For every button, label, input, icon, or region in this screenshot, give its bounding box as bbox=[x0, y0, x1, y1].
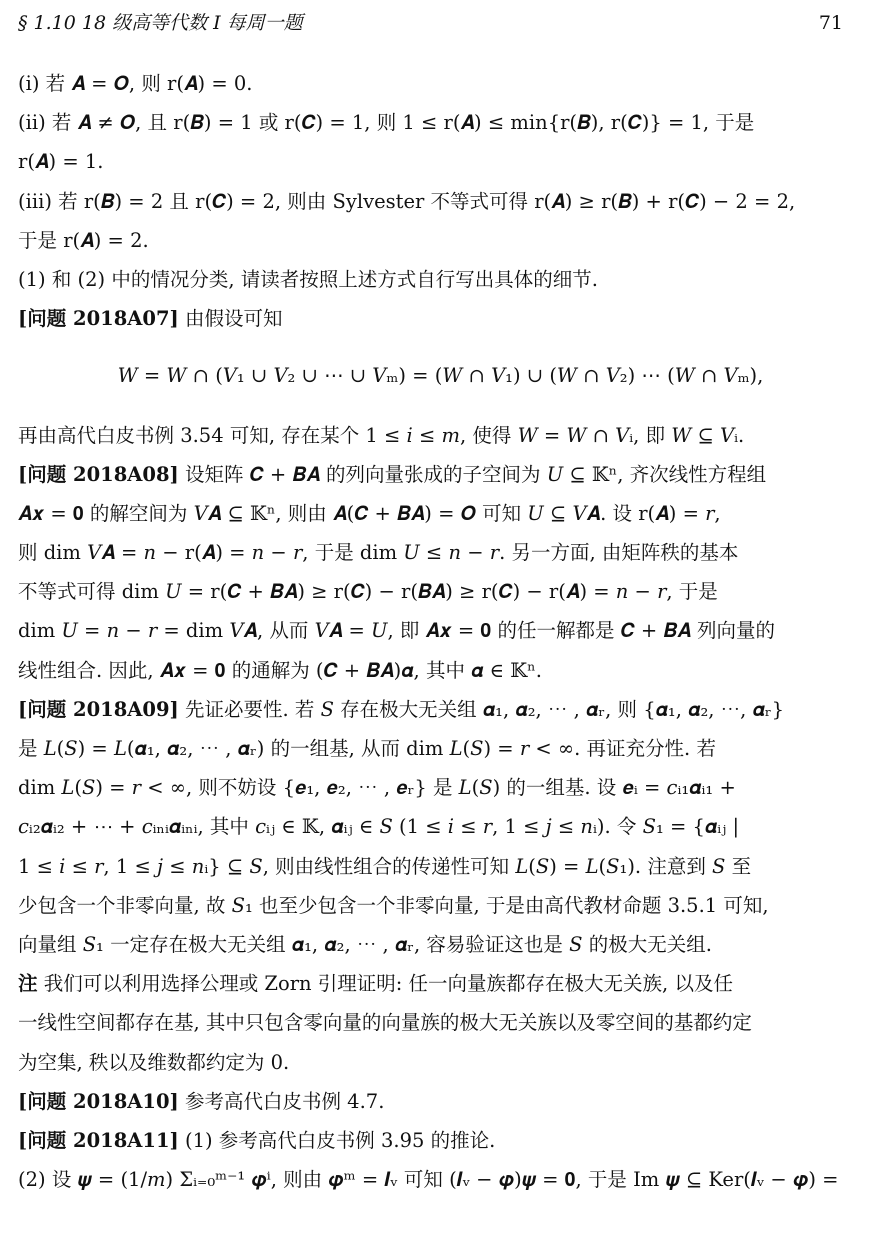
line-text: 是 𝐿(𝑆) = 𝐿(𝜶₁, 𝜶₂, ⋯ , 𝜶ᵣ) 的一组基, 从而 dim 𝐿(𝑆) = 𝑟 < ∞. 再证充分性. 若 bbox=[18, 737, 716, 760]
text-line bbox=[18, 1121, 843, 1160]
text-line bbox=[18, 221, 843, 260]
line-text: (i) 若 𝑨 = 𝑶, 则 r(𝑨) = 0. bbox=[18, 72, 253, 95]
line-text: 先证必要性. 若 𝑆 存在极大无关组 𝜶₁, 𝜶₂, ⋯ , 𝜶ᵣ, 则 {𝜶₁, 𝜶₂, ⋯, 𝜶ᵣ} bbox=[178, 697, 785, 721]
display-equation bbox=[18, 356, 843, 395]
equation-text: 𝑊 = 𝑊 ∩ (𝑉₁ ∪ 𝑉₂ ∪ ⋯ ∪ 𝑉ₘ) = (𝑊 ∩ 𝑉₁) ∪ (𝑊 ∩ 𝑉₂) ⋯ (𝑊 ∩ 𝑉ₘ), bbox=[117, 364, 764, 388]
line-text: 少包含一个非零向量, 故 𝑆₁ 也至少包含一个非零向量, 于是由高代教材命题 3.5.1 可知, bbox=[18, 893, 769, 917]
line-text: 1 ≤ 𝑖 ≤ 𝑟, 1 ≤ 𝑗 ≤ 𝑛ᵢ} ⊆ 𝑆, 则由线性组合的传递性可知 𝐿(𝑆) = 𝐿(𝑆₁). 注意到 𝑆 至 bbox=[18, 854, 752, 878]
problem-label: [问题 2018A07] bbox=[18, 307, 179, 331]
text-line bbox=[18, 964, 843, 1003]
line-text: (1) 和 (2) 中的情况分类, 请读者按照上述方式自行写出具体的细节. bbox=[18, 267, 598, 291]
text-line bbox=[18, 847, 843, 886]
problem-label: [问题 2018A09] bbox=[18, 697, 179, 721]
text-line bbox=[18, 299, 843, 338]
line-text: (1) 参考高代白皮书例 3.95 的推论. bbox=[178, 1128, 496, 1152]
line-text: 向量组 𝑆₁ 一定存在极大无关组 𝜶₁, 𝜶₂, ⋯ , 𝜶ᵣ, 容易验证这也是 𝑆 的极大无关组. bbox=[18, 932, 712, 956]
line-text: r(𝑨) = 1. bbox=[18, 150, 104, 174]
text-line bbox=[18, 103, 843, 142]
line-text: 参考高代白皮书例 4.7. bbox=[178, 1089, 385, 1113]
text-line bbox=[18, 729, 843, 768]
line-text: 不等式可得 dim 𝑈 = r(𝑪 + 𝑩𝑨) ≥ r(𝑪) − r(𝑩𝑨) ≥ r(𝑪) − r(𝑨) = 𝑛 − 𝑟, 于是 bbox=[18, 580, 718, 604]
line-text: (iii) 若 r(𝑩) = 2 且 r(𝑪) = 2, 则由 Sylvester 不等式可得 r(𝑨) ≥ r(𝑩) + r(𝑪) − 2 = 2, bbox=[18, 189, 796, 213]
line-text: 一线性空间都存在基, 其中只包含零向量的向量族的极大无关族以及零空间的基都约定 bbox=[18, 1011, 752, 1035]
text-line bbox=[18, 768, 843, 807]
text-line bbox=[18, 260, 843, 299]
text-line bbox=[18, 925, 843, 964]
section-title: § 1.10 18 级高等代数 I 每周一题 bbox=[18, 12, 303, 34]
problem-label: [问题 2018A10] bbox=[18, 1089, 179, 1113]
line-text: 设矩阵 𝑪 + 𝑩𝑨 的列向量张成的子空间为 𝑈 ⊆ 𝕂ⁿ, 齐次线性方程组 bbox=[178, 462, 767, 486]
page-number: 71 bbox=[818, 12, 843, 34]
text-line bbox=[18, 416, 843, 455]
text-line bbox=[18, 572, 843, 611]
text-line bbox=[18, 533, 843, 572]
problem-label: [问题 2018A08] bbox=[18, 462, 179, 486]
text-line bbox=[18, 64, 843, 103]
text-line bbox=[18, 494, 843, 533]
line-text: (2) 设 𝝍 = (1/𝑚) Σᵢ₌₀ᵐ⁻¹ 𝝋ⁱ, 则由 𝝋ᵐ = 𝑰ᵥ 可知 (𝑰ᵥ − 𝝋)𝝍 = 𝟎, 于是 Im 𝝍 ⊆ Ker(𝑰ᵥ − 𝝋) = bbox=[18, 1168, 839, 1192]
text-line bbox=[18, 182, 843, 221]
line-text: 我们可以利用选择公理或 Zorn 引理证明: 任一向量族都存在极大无关族, 以及任 bbox=[37, 972, 733, 996]
problem-label: [问题 2018A11] bbox=[18, 1128, 179, 1152]
note-label: 注 bbox=[18, 972, 38, 996]
text-line bbox=[18, 611, 843, 650]
text-line bbox=[18, 455, 843, 494]
line-text: 𝑨𝒙 = 𝟎 的解空间为 𝑉𝑨 ⊆ 𝕂ⁿ, 则由 𝑨(𝑪 + 𝑩𝑨) = 𝑶 可知 𝑈 ⊆ 𝑉𝑨. 设 r(𝑨) = 𝑟, bbox=[18, 501, 721, 525]
line-text: 为空集, 秩以及维数都约定为 0. bbox=[18, 1050, 290, 1074]
document-body bbox=[18, 64, 843, 1199]
line-text: dim 𝐿(𝑆) = 𝑟 < ∞, 则不妨设 {𝒆₁, 𝒆₂, ⋯ , 𝒆ᵣ} 是 𝐿(𝑆) 的一组基. 设 𝒆ᵢ = 𝑐ᵢ₁𝜶ᵢ₁ + bbox=[18, 776, 736, 800]
text-line bbox=[18, 807, 843, 846]
text-line bbox=[18, 1160, 843, 1199]
text-line bbox=[18, 651, 843, 690]
line-text: 𝑐ᵢ₂𝜶ᵢ₂ + ⋯ + 𝑐ᵢₙᵢ𝜶ᵢₙᵢ, 其中 𝑐ᵢⱼ ∈ 𝕂, 𝜶ᵢⱼ ∈ 𝑆 (1 ≤ 𝑖 ≤ 𝑟, 1 ≤ 𝑗 ≤ 𝑛ᵢ). 令 𝑆₁ = {𝜶ᵢⱼ | bbox=[18, 815, 740, 839]
text-line bbox=[18, 1082, 843, 1121]
text-line bbox=[18, 886, 843, 925]
text-line bbox=[18, 1043, 843, 1082]
line-text: 由假设可知 bbox=[178, 307, 283, 331]
text-line bbox=[18, 142, 843, 181]
line-text: (ii) 若 𝑨 ≠ 𝑶, 且 r(𝑩) = 1 或 r(𝑪) = 1, 则 1 ≤ r(𝑨) ≤ min{r(𝑩), r(𝑪)} = 1, 于是 bbox=[18, 111, 755, 135]
text-line bbox=[18, 1003, 843, 1042]
line-text: 则 dim 𝑉𝑨 = 𝑛 − r(𝑨) = 𝑛 − 𝑟, 于是 dim 𝑈 ≤ 𝑛 − 𝑟. 另一方面, 由矩阵秩的基本 bbox=[18, 541, 739, 565]
line-text: 于是 r(𝑨) = 2. bbox=[18, 228, 149, 252]
line-text: 线性组合. 因此, 𝑨𝒙 = 𝟎 的通解为 (𝑪 + 𝑩𝑨)𝜶, 其中 𝜶 ∈ 𝕂ⁿ. bbox=[18, 658, 542, 682]
line-text: dim 𝑈 = 𝑛 − 𝑟 = dim 𝑉𝑨, 从而 𝑉𝑨 = 𝑈, 即 𝑨𝒙 = 𝟎 的任一解都是 𝑪 + 𝑩𝑨 列向量的 bbox=[18, 619, 775, 643]
running-header bbox=[18, 8, 843, 38]
text-line bbox=[18, 690, 843, 729]
line-text: 再由高代白皮书例 3.54 可知, 存在某个 1 ≤ 𝑖 ≤ 𝑚, 使得 𝑊 = 𝑊 ∩ 𝑉ᵢ, 即 𝑊 ⊆ 𝑉ᵢ. bbox=[18, 423, 745, 447]
